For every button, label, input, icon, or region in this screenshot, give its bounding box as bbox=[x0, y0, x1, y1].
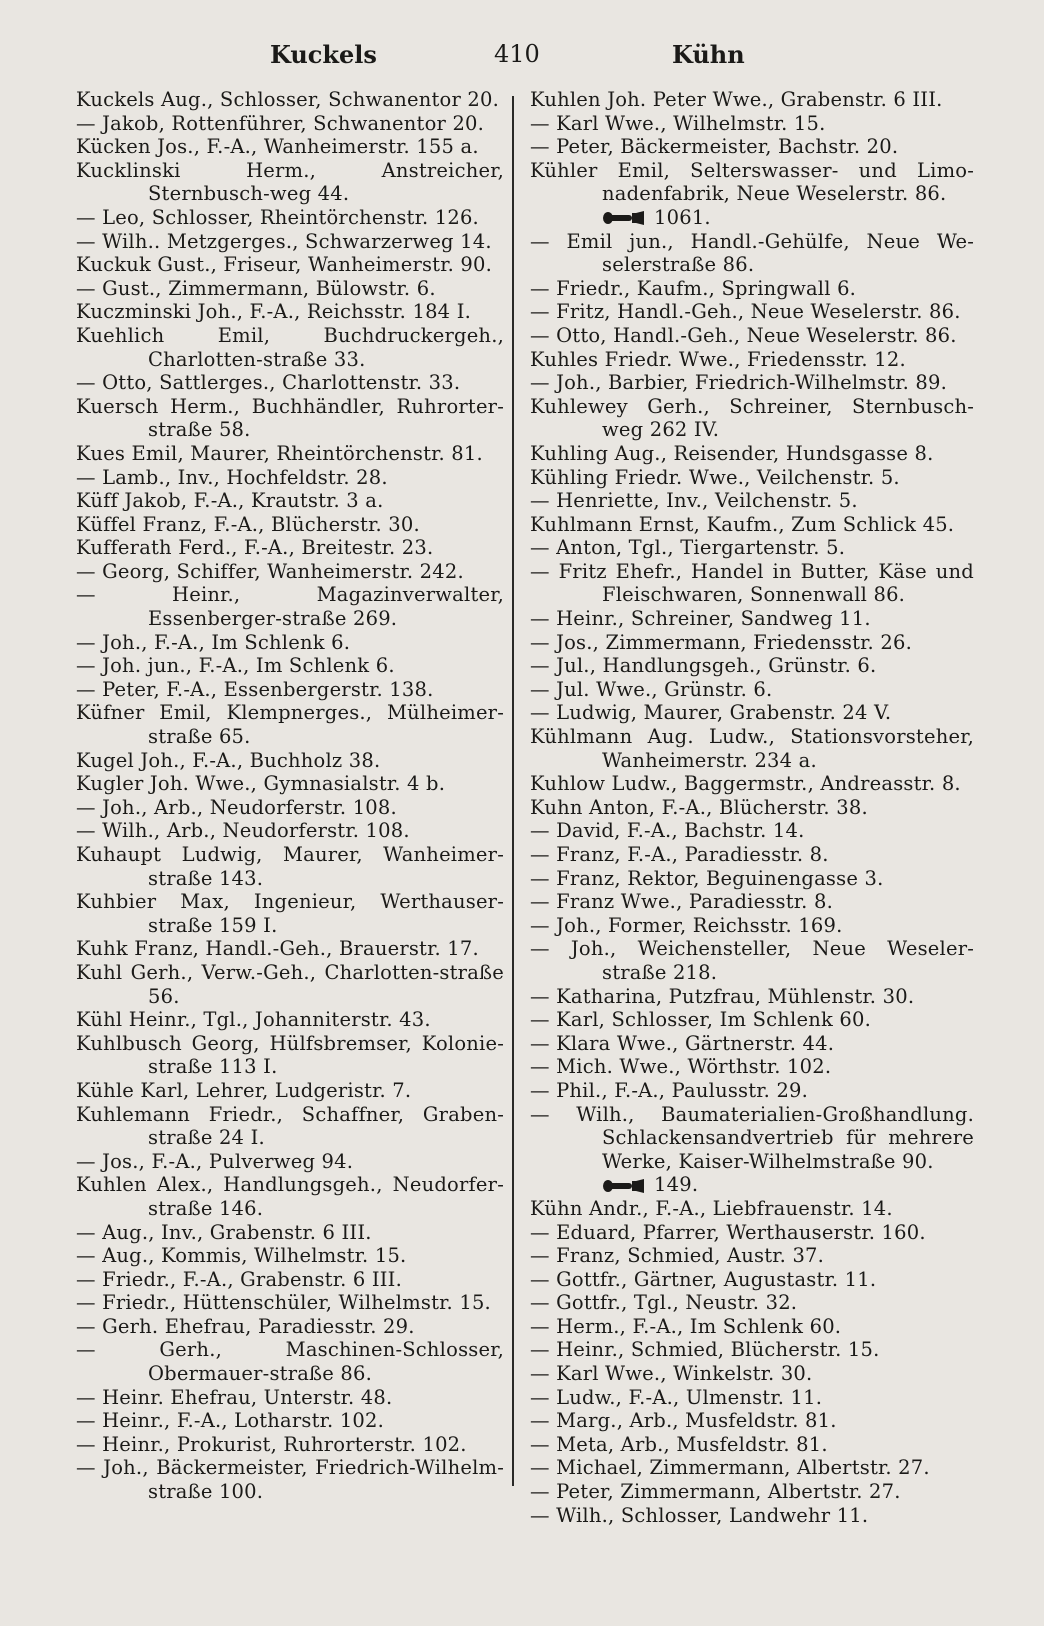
directory-entry: — Friedr., F.-A., Grabenstr. 6 III. bbox=[76, 1267, 402, 1291]
directory-entry: Kuhlewey Gerh., Schreiner, Sternbusch-weg 262 IV. bbox=[530, 394, 974, 442]
directory-entry: — Phil., F.-A., Paulusstr. 29. bbox=[530, 1078, 809, 1102]
directory-entry: — Karl Wwe., Winkelstr. 30. bbox=[530, 1362, 813, 1386]
column-divider bbox=[512, 96, 514, 1486]
directory-entry: — Heinr., Prokurist, Ruhrorterstr. 102. bbox=[76, 1432, 467, 1456]
directory-entry: — Otto, Sattlerges., Charlottenstr. 33. bbox=[76, 371, 461, 395]
directory-entry: — Friedr., Hüttenschüler, Wilhelmstr. 15. bbox=[76, 1291, 491, 1315]
directory-entry: Kuhlen Alex., Handlungsgeh., Neudorfer-straße 146. bbox=[76, 1173, 504, 1220]
directory-entry: Kuhlbusch Georg, Hülfsbremser, Kolonie-straße 113 I. bbox=[76, 1031, 504, 1079]
directory-entry: Kuckuk Gust., Friseur, Wanheimerstr. 90. bbox=[76, 253, 493, 277]
directory-entry: Kuhlemann Friedr., Schaffner, Graben-straße 24 I. bbox=[76, 1102, 504, 1150]
directory-entry: Kuhlmann Ernst, Kaufm., Zum Schlick 45. bbox=[530, 512, 955, 536]
directory-entry: Kuckels Aug., Schlosser, Schwanentor 20. bbox=[76, 88, 500, 111]
directory-entry: — Klara Wwe., Gärtnerstr. 44. bbox=[530, 1031, 835, 1055]
directory-entry: — Marg., Arb., Musfeldstr. 81. bbox=[530, 1409, 837, 1433]
directory-entry: — Michael, Zimmermann, Albertstr. 27. bbox=[530, 1456, 930, 1480]
directory-entry: — Eduard, Pfarrer, Werthauserstr. 160. bbox=[530, 1220, 926, 1244]
directory-entry: Kühn Andr., F.-A., Liebfrauenstr. 14. bbox=[530, 1196, 893, 1220]
directory-entry: Küff Jakob, F.-A., Krautstr. 3 a. bbox=[76, 489, 384, 513]
directory-entry: Kuhlow Ludw., Baggermstr., Andreasstr. 8. bbox=[530, 772, 961, 796]
directory-entry: — Wilh.. Metzgerges., Schwarzerweg 14. bbox=[76, 229, 492, 253]
telephone-icon bbox=[602, 1179, 646, 1193]
directory-entry: — Jakob, Rottenführer, Schwanentor 20. bbox=[76, 111, 485, 135]
directory-entry: — Aug., Kommis, Wilhelmstr. 15. bbox=[76, 1244, 407, 1268]
directory-entry: — Joh., Former, Reichsstr. 169. bbox=[530, 913, 843, 937]
directory-entry: Kufferath Ferd., F.-A., Breitestr. 23. bbox=[76, 536, 434, 560]
directory-entry: — Joh., Bäckermeister, Friedrich-Wilhelm-straße 100. bbox=[76, 1456, 504, 1504]
telephone-number: 149. bbox=[654, 1173, 699, 1197]
directory-entry: — Herm., F.-A., Im Schlenk 60. bbox=[530, 1314, 842, 1338]
directory-entry: Kues Emil, Maurer, Rheintörchenstr. 81. bbox=[76, 441, 483, 465]
directory-entry: — Henriette, Inv., Veilchenstr. 5. bbox=[530, 489, 858, 513]
directory-entry: — Wilh., Schlosser, Landwehr 11. bbox=[530, 1503, 869, 1527]
directory-entry: — Gottfr., Tgl., Neustr. 32. bbox=[530, 1291, 798, 1315]
directory-entry: — Franz, Schmied, Austr. 37. bbox=[530, 1244, 825, 1268]
header-right-keyword: Kühn bbox=[672, 40, 745, 69]
directory-entry: — Joh., F.-A., Im Schlenk 6. bbox=[76, 630, 351, 654]
telephone-entry bbox=[530, 1173, 974, 1197]
directory-entry: — Peter, Zimmermann, Albertstr. 27. bbox=[530, 1480, 901, 1504]
directory-entry: Küfner Emil, Klempnerges., Mülheimer-straße 65. bbox=[76, 701, 504, 749]
directory-entry: — Joh., Weichensteller, Neue Weseler-straße 218. bbox=[530, 937, 974, 984]
page-header bbox=[0, 36, 1044, 76]
directory-entry: — Karl, Schlosser, Im Schlenk 60. bbox=[530, 1008, 871, 1032]
directory-entry: — Gerh. Ehefrau, Paradiesstr. 29. bbox=[76, 1314, 415, 1338]
directory-entry: — Meta, Arb., Musfeldstr. 81. bbox=[530, 1432, 828, 1456]
directory-entry: — Wilh., Baumaterialien-Großhandlung. Schlackensandvertrieb für mehrere Werke, Kaiser-Wilhelmstraße 90. bbox=[530, 1102, 974, 1173]
directory-entry: — Jos., F.-A., Pulverweg 94. bbox=[76, 1149, 354, 1173]
directory-entry: Küffel Franz, F.-A., Blücherstr. 30. bbox=[76, 512, 420, 536]
header-left-keyword: Kuckels bbox=[270, 40, 377, 69]
directory-entry: Kuhaupt Ludwig, Maurer, Wanheimer-straße 143. bbox=[76, 843, 504, 890]
directory-entry: Kuhn Anton, F.-A., Blücherstr. 38. bbox=[530, 795, 868, 819]
directory-entry: Kühl Heinr., Tgl., Johanniterstr. 43. bbox=[76, 1008, 431, 1032]
directory-entry: Kuczminski Joh., F.-A., Reichsstr. 184 I. bbox=[76, 300, 471, 324]
directory-entry: — Joh. jun., F.-A., Im Schlenk 6. bbox=[76, 654, 395, 678]
directory-entry: Kuersch Herm., Buchhändler, Ruhrorter-straße 58. bbox=[76, 394, 504, 442]
directory-entry: — Gottfr., Gärtner, Augustastr. 11. bbox=[530, 1267, 877, 1291]
directory-entry: — Franz, F.-A., Paradiesstr. 8. bbox=[530, 843, 829, 866]
directory-entry: — Wilh., Arb., Neudorferstr. 108. bbox=[76, 819, 410, 843]
directory-entry: — Katharina, Putzfrau, Mühlenstr. 30. bbox=[530, 984, 915, 1008]
directory-entry: Kuhl Gerh., Verw.-Geh., Charlotten-straße 56. bbox=[76, 960, 504, 1008]
directory-entry: — Jul. Wwe., Grünstr. 6. bbox=[530, 677, 773, 701]
directory-entry: Kuhk Franz, Handl.-Geh., Brauerstr. 17. bbox=[76, 937, 479, 961]
directory-entry: Kuhbier Max, Ingenieur, Werthauser-straße 159 I. bbox=[76, 890, 504, 937]
directory-entry: — Aug., Inv., Grabenstr. 6 III. bbox=[76, 1220, 372, 1244]
left-column bbox=[76, 88, 504, 1504]
directory-entry: Kuehlich Emil, Buchdruckergeh., Charlotten-straße 33. bbox=[76, 323, 504, 371]
directory-entry: Kühlmann Aug. Ludw., Stationsvorsteher, Wanheimerstr. 234 a. bbox=[530, 725, 974, 772]
directory-entry: — Gust., Zimmermann, Bülowstr. 6. bbox=[76, 276, 436, 300]
directory-entry: Kugler Joh. Wwe., Gymnasialstr. 4 b. bbox=[76, 772, 446, 796]
directory-entry: Kuhlen Joh. Peter Wwe., Grabenstr. 6 III. bbox=[530, 88, 943, 111]
directory-entry: — Fritz, Handl.-Geh., Neue Weselerstr. 86. bbox=[530, 300, 961, 324]
directory-entry: — Joh., Arb., Neudorferstr. 108. bbox=[76, 795, 397, 819]
directory-entry: — Heinr., Magazinverwalter, Essenberger-straße 269. bbox=[76, 583, 504, 631]
telephone-entry bbox=[530, 206, 974, 230]
directory-entry: Kühling Friedr. Wwe., Veilchenstr. 5. bbox=[530, 465, 900, 489]
directory-entry: — Fritz Ehefr., Handel in Butter, Käse und Fleischwaren, Sonnenwall 86. bbox=[530, 559, 974, 607]
directory-entry: Kücken Jos., F.-A., Wanheimerstr. 155 a. bbox=[76, 135, 479, 159]
directory-entry: Kühle Karl, Lehrer, Ludgeristr. 7. bbox=[76, 1078, 412, 1102]
directory-entry: — Franz, Rektor, Beguinengasse 3. bbox=[530, 866, 884, 890]
directory-entry: Kuhling Aug., Reisender, Hundsgasse 8. bbox=[530, 441, 934, 465]
directory-entry: — Leo, Schlosser, Rheintörchenstr. 126. bbox=[76, 205, 479, 229]
directory-entry: — Heinr., Schreiner, Sandweg 11. bbox=[530, 607, 871, 631]
directory-entry: — Mich. Wwe., Wörthstr. 102. bbox=[530, 1055, 832, 1079]
directory-entry: — David, F.-A., Bachstr. 14. bbox=[530, 819, 805, 843]
directory-entry: — Jul., Handlungsgeh., Grünstr. 6. bbox=[530, 654, 877, 678]
directory-entry: — Peter, F.-A., Essenbergerstr. 138. bbox=[76, 677, 434, 701]
directory-entry: — Karl Wwe., Wilhelmstr. 15. bbox=[530, 111, 826, 135]
directory-entry: — Anton, Tgl., Tiergartenstr. 5. bbox=[530, 536, 846, 560]
directory-entry: — Ludwig, Maurer, Grabenstr. 24 V. bbox=[530, 701, 892, 725]
directory-entry: Kugel Joh., F.-A., Buchholz 38. bbox=[76, 748, 381, 772]
directory-entry: — Peter, Bäckermeister, Bachstr. 20. bbox=[530, 135, 899, 159]
directory-entry: — Emil jun., Handl.-Gehülfe, Neue We-selerstraße 86. bbox=[530, 229, 974, 277]
directory-entry: — Heinr., Schmied, Blücherstr. 15. bbox=[530, 1338, 880, 1362]
directory-entry: — Lamb., Inv., Hochfeldstr. 28. bbox=[76, 465, 388, 489]
directory-entry: Kucklinski Herm., Anstreicher, Sternbusch-weg 44. bbox=[76, 158, 504, 206]
directory-entry: Kuhles Friedr. Wwe., Friedensstr. 12. bbox=[530, 347, 906, 371]
right-column bbox=[530, 88, 974, 1527]
page-number: 410 bbox=[494, 40, 540, 68]
telephone-icon bbox=[602, 211, 646, 225]
directory-entry: — Heinr. Ehefrau, Unterstr. 48. bbox=[76, 1385, 393, 1409]
directory-entry: — Georg, Schiffer, Wanheimerstr. 242. bbox=[76, 559, 464, 583]
directory-entry: — Franz Wwe., Paradiesstr. 8. bbox=[530, 890, 833, 914]
directory-entry: — Gerh., Maschinen-Schlosser, Obermauer-straße 86. bbox=[76, 1338, 504, 1386]
directory-entry: — Otto, Handl.-Geh., Neue Weselerstr. 86. bbox=[530, 323, 957, 347]
directory-entry: — Jos., Zimmermann, Friedensstr. 26. bbox=[530, 630, 912, 654]
directory-entry: — Heinr., F.-A., Lotharstr. 102. bbox=[76, 1409, 385, 1433]
directory-entry: — Joh., Barbier, Friedrich-Wilhelmstr. 89. bbox=[530, 371, 948, 395]
directory-entry: Kühler Emil, Selterswasser- und Limo-nadenfabrik, Neue Weselerstr. 86. bbox=[530, 158, 974, 206]
directory-entry: — Ludw., F.-A., Ulmenstr. 11. bbox=[530, 1385, 823, 1409]
telephone-number: 1061. bbox=[654, 205, 711, 229]
directory-entry: — Friedr., Kaufm., Springwall 6. bbox=[530, 276, 857, 300]
